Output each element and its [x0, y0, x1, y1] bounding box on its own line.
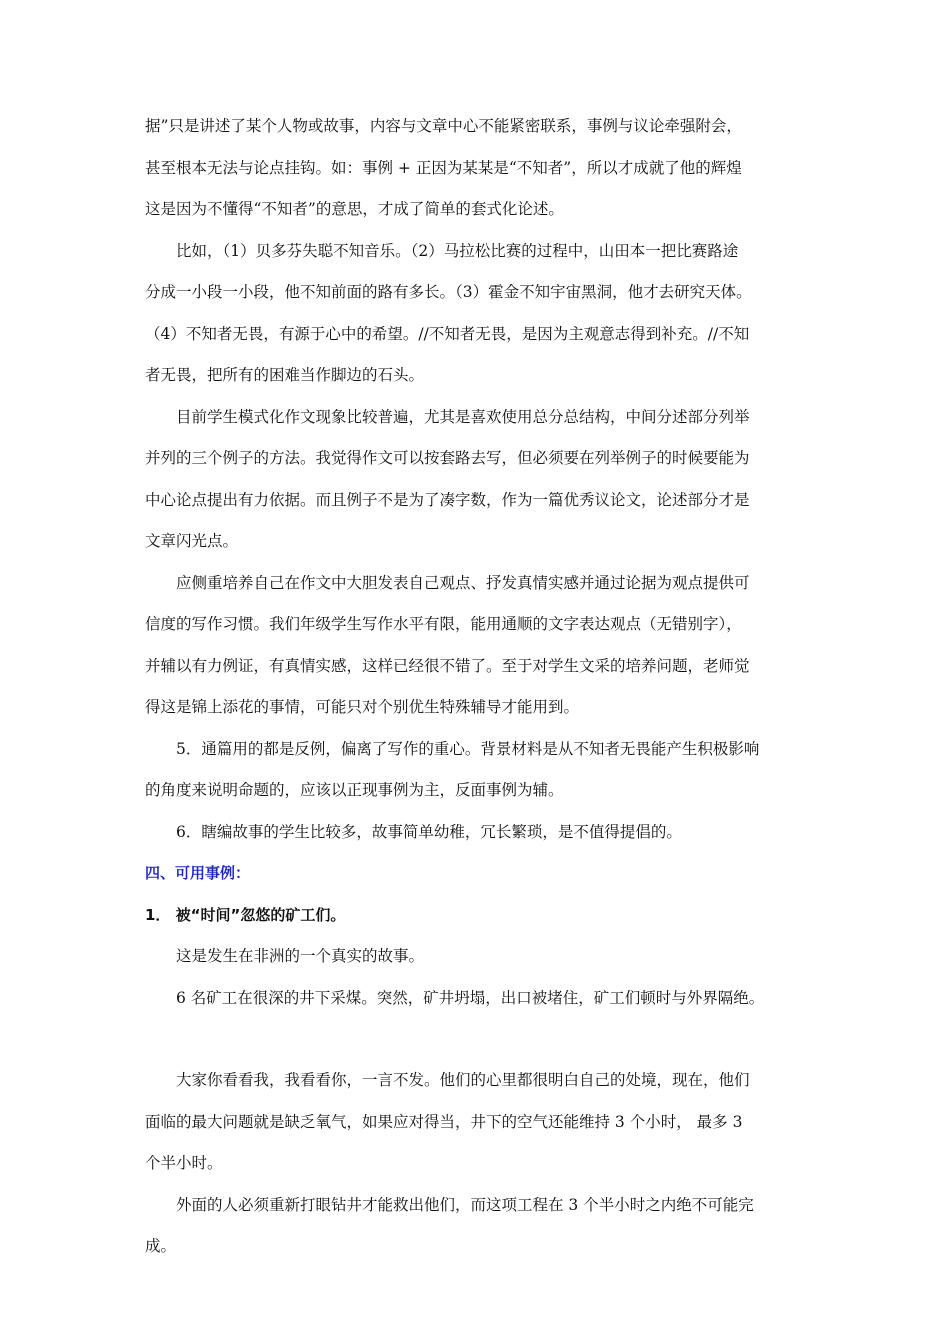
paragraph-argument-issue	[145, 106, 812, 231]
paragraph-point-6	[145, 812, 812, 854]
story-collapse	[145, 978, 812, 1020]
text-line: 的角度来说明命题的，应该以正现事例为主，反面事例为辅。	[145, 781, 564, 799]
text-line: 6．瞎编故事的学生比较多，故事简单幼稚，冗长繁琐，是不值得提倡的。	[176, 822, 682, 841]
story-intro	[145, 936, 812, 978]
text-line: 目前学生模式化作文现象比较普遍，尤其是喜欢使用总分总结构，中间分述部分列举	[176, 407, 750, 426]
text-line: 大家你看看我，我看看你，一言不发。他们的心里都很明白自己的处境，现在，他们	[176, 1071, 750, 1089]
text-line: 得这是锦上添花的事情，可能只对个别优生特殊辅导才能用到。	[145, 698, 580, 716]
text-line: 者无畏，把所有的困难当作脚边的石头。	[145, 366, 425, 384]
story-title: 1． 被“时间”忽悠的矿工们。	[145, 905, 346, 924]
text-line: 中心论点提出有力依据。而且例子不是为了凑字数，作为一篇优秀议论文，论述部分才是	[145, 490, 750, 509]
text-line: 文章闪光点。	[145, 532, 239, 550]
paragraph-modeled-writing	[145, 397, 812, 563]
text-line: 比如，（1）贝多芬失聪不知音乐。（2）马拉松比赛的过程中，山田本一把比赛路途	[176, 241, 739, 260]
text-line: 据”只是讲述了某个人物或故事，内容与文章中心不能紧密联系，事例与议论牵强附会，	[145, 117, 742, 135]
text-line: 并辅以有力例证，有真情实感，这样已经很不错了。至于对学生文采的培养问题，老师觉	[145, 656, 750, 675]
blank-line	[145, 1019, 812, 1060]
text-line: 个半小时。	[145, 1154, 223, 1172]
text-line: 分成一小段一小段，他不知前面的路有多长。（3）霍金不知宇宙黑洞，他才去研究天体。	[145, 283, 752, 301]
section-heading: 四、可用事例：	[145, 864, 251, 882]
text-line: 甚至根本无法与论点挂钩。如：事例 + 正因为某某是“不知者”，所以才成就了他的辉煌	[145, 158, 742, 177]
text-line: 信度的写作习惯。我们年级学生写作水平有限，能用通顺的文字表达观点（无错别字），	[145, 615, 742, 633]
text-line: 6 名矿工在很深的井下采煤。突然，矿井坍塌，出口被堵住，矿工们顿时与外界隔绝。	[176, 988, 765, 1007]
story-oxygen	[145, 1060, 812, 1185]
text-line: 并列的三个例子的方法。我觉得作文可以按套路去写，但必须要在列举例子的时候要能为	[145, 449, 750, 467]
text-line: 应侧重培养自己在作文中大胆发表自己观点、抒发真情实感并通过论据为观点提供可	[176, 573, 750, 592]
paragraph-point-5	[145, 729, 812, 812]
text-line: 成。	[145, 1237, 177, 1255]
text-line: 面临的最大问题就是缺乏氧气，如果应对得当，井下的空气还能维持 3 个小时， 最多 3	[145, 1112, 743, 1131]
text-line: （4）不知者无畏，有源于心中的希望。//不知者无畏，是因为主观意志得到补充。//不知	[145, 324, 750, 343]
story-rescue	[145, 1185, 812, 1268]
paragraph-writing-habits	[145, 563, 812, 729]
paragraph-examples	[145, 231, 812, 397]
text-line: 5．通篇用的都是反例，偏离了写作的重心。背景材料是从不知者无畏能产生积极影响	[176, 739, 760, 758]
text-line: 这是发生在非洲的一个真实的故事。	[176, 947, 425, 965]
text-line: 外面的人必须重新打眼钻井才能救出他们，而这项工程在 3 个半小时之内绝不可能完	[176, 1195, 754, 1214]
text-line: 这是因为不懂得“不知者”的意思，才成了简单的套式化论述。	[145, 200, 564, 218]
